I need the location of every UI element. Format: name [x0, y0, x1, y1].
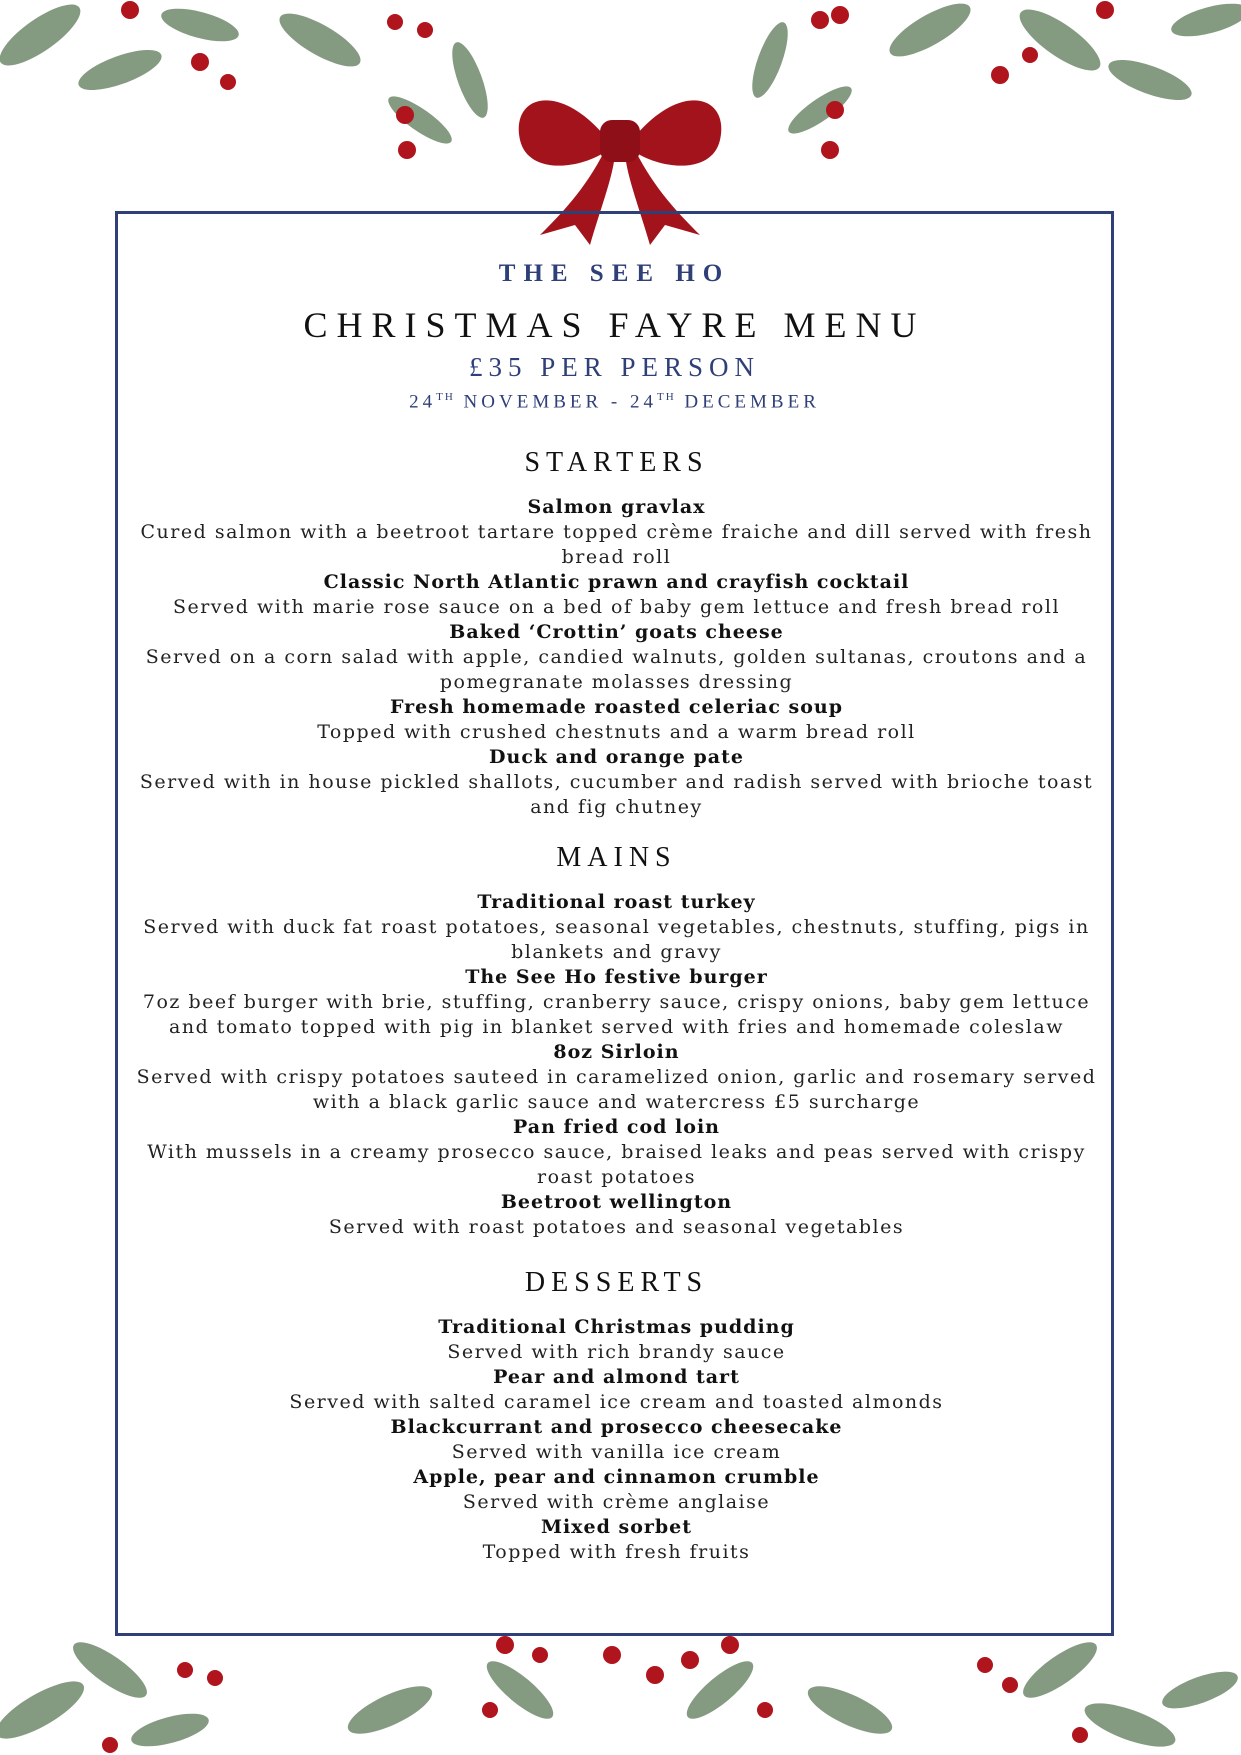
- section-title: MAINS: [556, 842, 677, 873]
- date-separator: -: [610, 391, 622, 413]
- start-month: NOVEMBER: [463, 391, 603, 413]
- menu-item-name: Blackcurrant and prosecco cheesecake: [390, 1416, 843, 1438]
- menu-item-name: Salmon gravlax: [527, 496, 706, 518]
- end-day: 24: [630, 391, 657, 413]
- menu-item-name: Mixed sorbet: [540, 1516, 693, 1538]
- menu-title: CHRISTMAS FAYRE MENU: [303, 305, 926, 345]
- menu-item-description: Cured salmon with a beetroot tartare topped crème fraiche and dill served with fresh bread roll: [140, 521, 1093, 568]
- menu-item-description: Topped with crushed chestnuts and a warm bread roll: [317, 721, 916, 743]
- menu-dates: [115, 391, 1114, 413]
- menu-item-name: Apple, pear and cinnamon crumble: [413, 1466, 820, 1488]
- section-desserts: [120, 1266, 1113, 1565]
- section-title: DESSERTS: [524, 1267, 709, 1298]
- menu-item-name: Classic North Atlantic prawn and crayfish cocktail: [323, 571, 910, 593]
- menu-item-description: Served on a corn salad with apple, candied walnuts, golden sultanas, croutons and a pomegranate molasses dressing: [145, 646, 1088, 693]
- menu-item-name: Traditional Christmas pudding: [438, 1316, 795, 1338]
- restaurant-name: THE SEE HO: [498, 260, 731, 287]
- menu-item-description: Served with duck fat roast potatoes, seasonal vegetables, chestnuts, stuffing, pigs in blankets and gravy: [143, 916, 1090, 963]
- menu-item-name: Traditional roast turkey: [477, 891, 756, 913]
- holly-sprig-icon: [0, 1630, 1241, 1755]
- menu-item-name: Pear and almond tart: [493, 1366, 740, 1388]
- section-mains: [120, 841, 1113, 1240]
- menu-item-name: Pan fried cod loin: [513, 1116, 720, 1138]
- end-day-suffix: TH: [657, 391, 676, 403]
- menu-item-description: Served with crispy potatoes sauteed in caramelized onion, garlic and rosemary served with a black garlic sauce and watercress £5 surcharge: [136, 1066, 1097, 1113]
- menu-item-description: Served with roast potatoes and seasonal vegetables: [328, 1216, 905, 1238]
- section-starters: [120, 446, 1113, 820]
- menu-item-name: Fresh homemade roasted celeriac soup: [389, 696, 844, 718]
- menu-item-description: Served with rich brandy sauce: [447, 1341, 786, 1363]
- menu-item-description: Served with vanilla ice cream: [451, 1441, 782, 1463]
- start-day-suffix: TH: [436, 391, 455, 403]
- menu-item-name: Baked ‘Crottin’ goats cheese: [449, 621, 784, 643]
- menu-item-name: Duck and orange pate: [489, 746, 744, 768]
- menu-item-name: Beetroot wellington: [500, 1191, 733, 1213]
- menu-item-description: With mussels in a creamy prosecco sauce, braised leaks and peas served with crispy roast potatoes: [147, 1141, 1086, 1188]
- menu-item-name: The See Ho festive burger: [465, 966, 768, 988]
- menu-item-description: Served with salted caramel ice cream and toasted almonds: [289, 1391, 944, 1413]
- menu-item-description: 7oz beef burger with brie, stuffing, cranberry sauce, crispy onions, baby gem lettuce and tomato topped with pig in blanket served with fries and homemade coleslaw: [142, 991, 1091, 1038]
- end-month: DECEMBER: [684, 391, 820, 413]
- start-day: 24: [409, 391, 437, 413]
- menu-item-description: Topped with fresh fruits: [482, 1541, 751, 1563]
- section-title: STARTERS: [524, 447, 709, 478]
- menu-item-description: Served with crème anglaise: [462, 1491, 771, 1513]
- menu-item-description: Served with in house pickled shallots, cucumber and radish served with brioche toast and fig chutney: [139, 771, 1094, 818]
- menu-item-description: Served with marie rose sauce on a bed of baby gem lettuce and fresh bread roll: [172, 596, 1061, 618]
- menu-item-name: 8oz Sirloin: [553, 1041, 680, 1063]
- menu-price: £35 PER PERSON: [468, 352, 761, 382]
